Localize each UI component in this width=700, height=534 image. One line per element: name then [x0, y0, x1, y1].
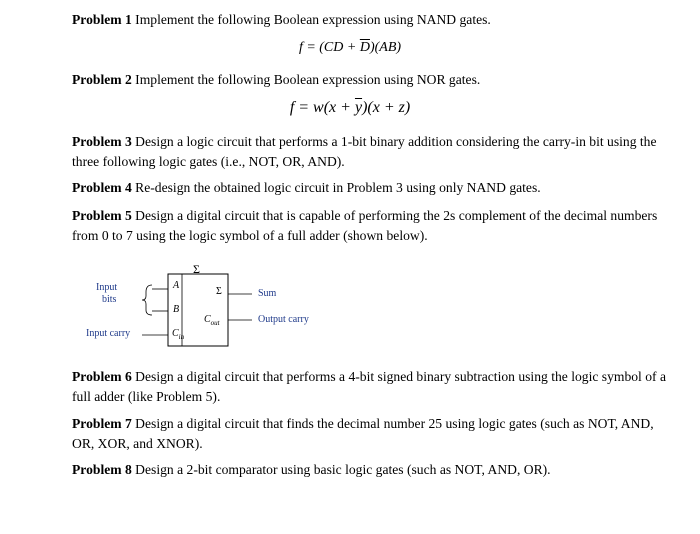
adder-sigma-symbol: Σ — [193, 262, 200, 276]
problem-label: Problem 6 — [72, 369, 132, 384]
problem-label: Problem 7 — [72, 416, 132, 431]
problem-text: Design a digital circuit that finds the decimal number 25 using logic gates (such as NOT, AND, OR, XOR, and XNOR). — [72, 416, 654, 451]
problem-3 — [72, 132, 672, 172]
problem-label: Problem 5 — [72, 208, 132, 223]
pin-b: B — [173, 304, 180, 315]
pin-cout: $C_{out}$ — [204, 314, 220, 327]
pin-a: A — [173, 280, 180, 291]
pin-cin: $C_{in}$ — [172, 328, 185, 341]
problem-2 — [72, 70, 672, 90]
problem-label: Problem 8 — [72, 462, 132, 477]
problem-text: Implement the following Boolean expression using NAND gates. — [131, 12, 491, 27]
output-carry-label: Output carry — [258, 314, 309, 325]
problem-label: Problem 2 — [72, 72, 132, 87]
input-bits-label-line2: bits — [102, 294, 117, 305]
problem-label: Problem 1 — [72, 12, 132, 27]
problem-4 — [72, 178, 672, 198]
full-adder-diagram — [80, 252, 340, 352]
pin-sum: Σ — [216, 286, 222, 297]
problem-7 — [72, 414, 672, 454]
problem-text: Design a digital circuit that is capable of performing the 2s complement of the decimal numbers from 0 to 7 using the logic symbol of a full adder (shown below). — [72, 208, 658, 243]
input-carry-label: Input carry — [86, 328, 131, 339]
problem-text: Design a 2-bit comparator using basic logic gates (such as NOT, AND, OR). — [131, 462, 551, 477]
problem-8 — [72, 460, 672, 480]
problem-label: Problem 4 — [72, 180, 132, 195]
input-bits-label-line1: Input — [96, 282, 118, 293]
formula-1: $f = (CD + \overline{D})(AB)$ — [298, 40, 402, 55]
problem-label: Problem 3 — [72, 134, 132, 149]
problem-5 — [72, 206, 672, 246]
problem-6 — [72, 367, 672, 407]
formula-2: $f = w(x + \overline{y})(x + z)$ — [289, 99, 411, 116]
problem-text: Design a digital circuit that performs a 4-bit signed binary subtraction using the logic symbol of a full adder (like Problem 5). — [72, 369, 666, 404]
problem-text: Implement the following Boolean expression using NOR gates. — [131, 72, 481, 87]
problem-1 — [72, 10, 672, 30]
problem-text: Re-design the obtained logic circuit in Problem 3 using only NAND gates. — [131, 180, 541, 195]
problem-text: Design a logic circuit that performs a 1-bit binary addition considering the carry-in bit using the three following logic gates (i.e., NOT, OR, AND). — [72, 134, 657, 169]
input-brace — [142, 285, 152, 315]
sum-label: Sum — [258, 288, 277, 299]
